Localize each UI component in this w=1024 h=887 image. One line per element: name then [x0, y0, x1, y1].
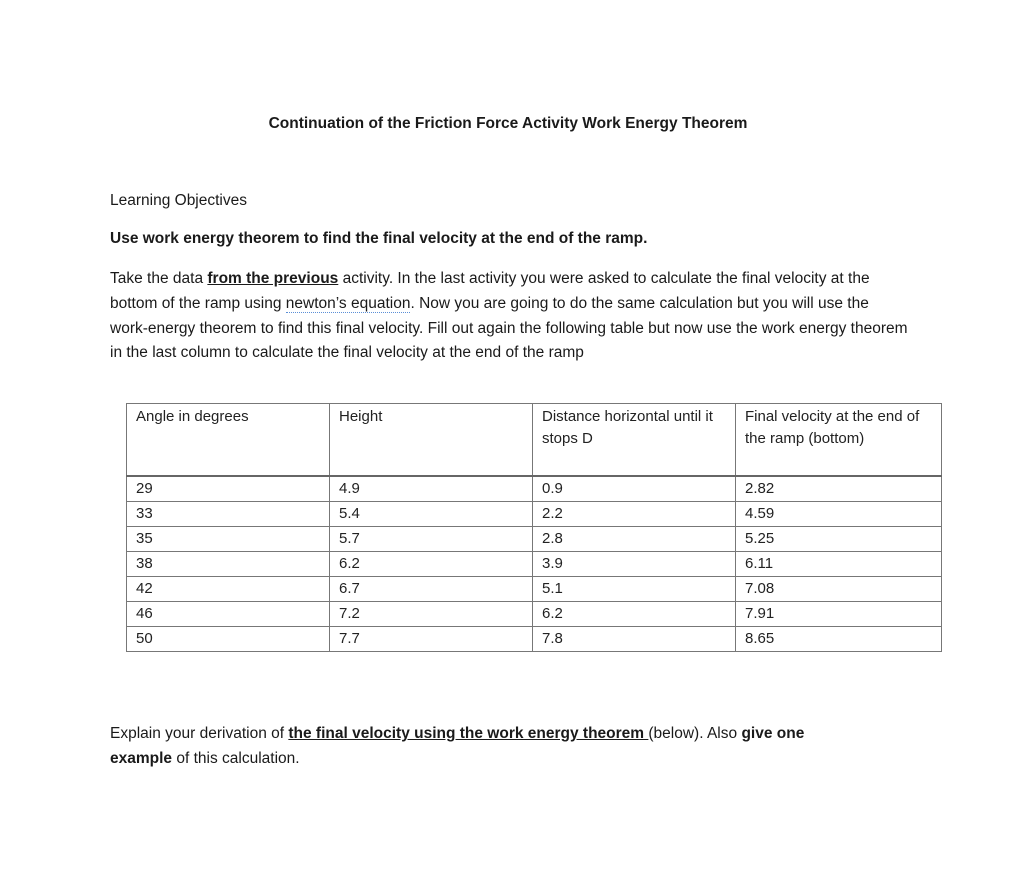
cell-distance: 2.2 [533, 502, 736, 527]
cell-velocity: 5.25 [736, 527, 942, 552]
header-angle: Angle in degrees [127, 404, 330, 477]
closing-text-3: of this calculation. [172, 750, 300, 767]
cell-height: 7.7 [330, 627, 533, 652]
cell-distance: 7.8 [533, 627, 736, 652]
cell-height: 5.7 [330, 527, 533, 552]
cell-distance: 6.2 [533, 602, 736, 627]
cell-angle: 46 [127, 602, 330, 627]
table-row [127, 577, 942, 602]
cell-velocity: 7.91 [736, 602, 942, 627]
section-heading: Learning Objectives [110, 192, 247, 209]
work-energy-theorem-link[interactable]: the final velocity using the work energy theorem [288, 725, 649, 742]
cell-height: 7.2 [330, 602, 533, 627]
cell-velocity: 2.82 [736, 476, 942, 502]
cell-velocity: 6.11 [736, 552, 942, 577]
intro-text-2: activity. In the last activity you were asked to calculate the final velocity at the bottom of the ramp using [110, 270, 870, 312]
cell-distance: 2.8 [533, 527, 736, 552]
cell-velocity: 7.08 [736, 577, 942, 602]
table-row [127, 602, 942, 627]
table-row [127, 502, 942, 527]
intro-text-1: Take the data [110, 270, 208, 287]
newtons-equation-text: newton’s equation [285, 294, 411, 312]
cell-velocity: 4.59 [736, 502, 942, 527]
give-one-text: give one [741, 725, 805, 742]
header-distance: Distance horizontal until it stops D [533, 404, 736, 477]
example-text: example [110, 750, 173, 767]
cell-velocity: 8.65 [736, 627, 942, 652]
cell-angle: 29 [127, 476, 330, 502]
cell-distance: 5.1 [533, 577, 736, 602]
cell-height: 6.2 [330, 552, 533, 577]
learning-objective: Use work energy theorem to find the final velocity at the end of the ramp. [110, 230, 648, 247]
previous-activity-link[interactable]: from the previous [207, 270, 339, 287]
closing-paragraph [110, 721, 910, 771]
data-table [126, 403, 942, 652]
cell-angle: 42 [127, 577, 330, 602]
table-row [127, 552, 942, 577]
document-title: Continuation of the Friction Force Activity Work Energy Theorem [268, 115, 748, 132]
header-height: Height [330, 404, 533, 477]
table-row [127, 527, 942, 552]
intro-text-3: . Now you are going to do the same calculation but you will use the work-energy theorem to find this final velocity. Fill out again the following table but now use the work energy theorem in the last column to calculate the final velocity at the end of the ramp [110, 294, 908, 362]
cell-height: 4.9 [330, 476, 533, 502]
cell-distance: 0.9 [533, 476, 736, 502]
cell-distance: 3.9 [533, 552, 736, 577]
cell-angle: 50 [127, 627, 330, 652]
cell-height: 6.7 [330, 577, 533, 602]
cell-angle: 33 [127, 502, 330, 527]
table-row [127, 627, 942, 652]
header-final-velocity: Final velocity at the end of the ramp (bottom) [736, 404, 942, 477]
cell-angle: 38 [127, 552, 330, 577]
cell-height: 5.4 [330, 502, 533, 527]
closing-text-2: (below). Also [648, 725, 742, 742]
cell-angle: 35 [127, 527, 330, 552]
table-row [127, 476, 942, 502]
closing-text-1: Explain your derivation of [110, 725, 289, 742]
table-header-row [127, 404, 942, 477]
intro-paragraph [110, 267, 910, 366]
